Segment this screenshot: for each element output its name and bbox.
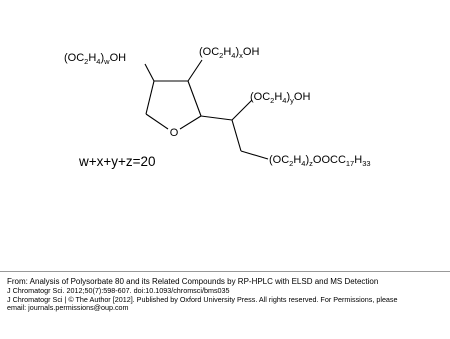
journal-citation: J Chromatogr Sci. 2012;50(7):598-607. doi:10.1093/chromsci/bms035 — [7, 286, 230, 295]
ring-bond-bottom-right — [180, 116, 201, 129]
bond-x-substituent — [188, 60, 202, 81]
ring-bond-right — [188, 81, 201, 116]
copyright-notice: J Chromatogr Sci | © The Author [2012]. Published by Oxford University Press. All rights reserved. For Permissions, please — [7, 295, 398, 304]
substituent-x-label: $(OC_2H_4)_xOH$ — [199, 46, 260, 60]
bond-side-chain-1 — [201, 116, 232, 120]
bond-side-chain-2 — [232, 120, 241, 151]
substituent-w-label: $(OC_2H_4)_wOH$ — [64, 52, 127, 66]
substituent-z-label: $(OC_2H_4)_zOOCC_{17}H_{33}$ — [269, 154, 371, 168]
figure-footer — [0, 271, 450, 339]
ring-bond-bottom-left — [146, 114, 168, 129]
bond-w-substituent — [145, 64, 154, 81]
permissions-email: email: journals.permissions@oup.com — [7, 303, 129, 312]
bond-y-substituent — [232, 100, 252, 120]
substituent-y-label: $(OC_2H_4)_yOH$ — [250, 91, 311, 105]
source-title: From: Analysis of Polysorbate 80 and its Related Compounds by RP-HPLC with ELSD and MS Detection — [7, 277, 379, 286]
sum-equation: w+x+y+z=20 — [79, 154, 156, 169]
ring-oxygen-label: O — [169, 127, 179, 139]
bond-z-substituent — [241, 151, 268, 159]
ring-bond-left — [146, 81, 154, 114]
bond-lines — [145, 60, 268, 159]
